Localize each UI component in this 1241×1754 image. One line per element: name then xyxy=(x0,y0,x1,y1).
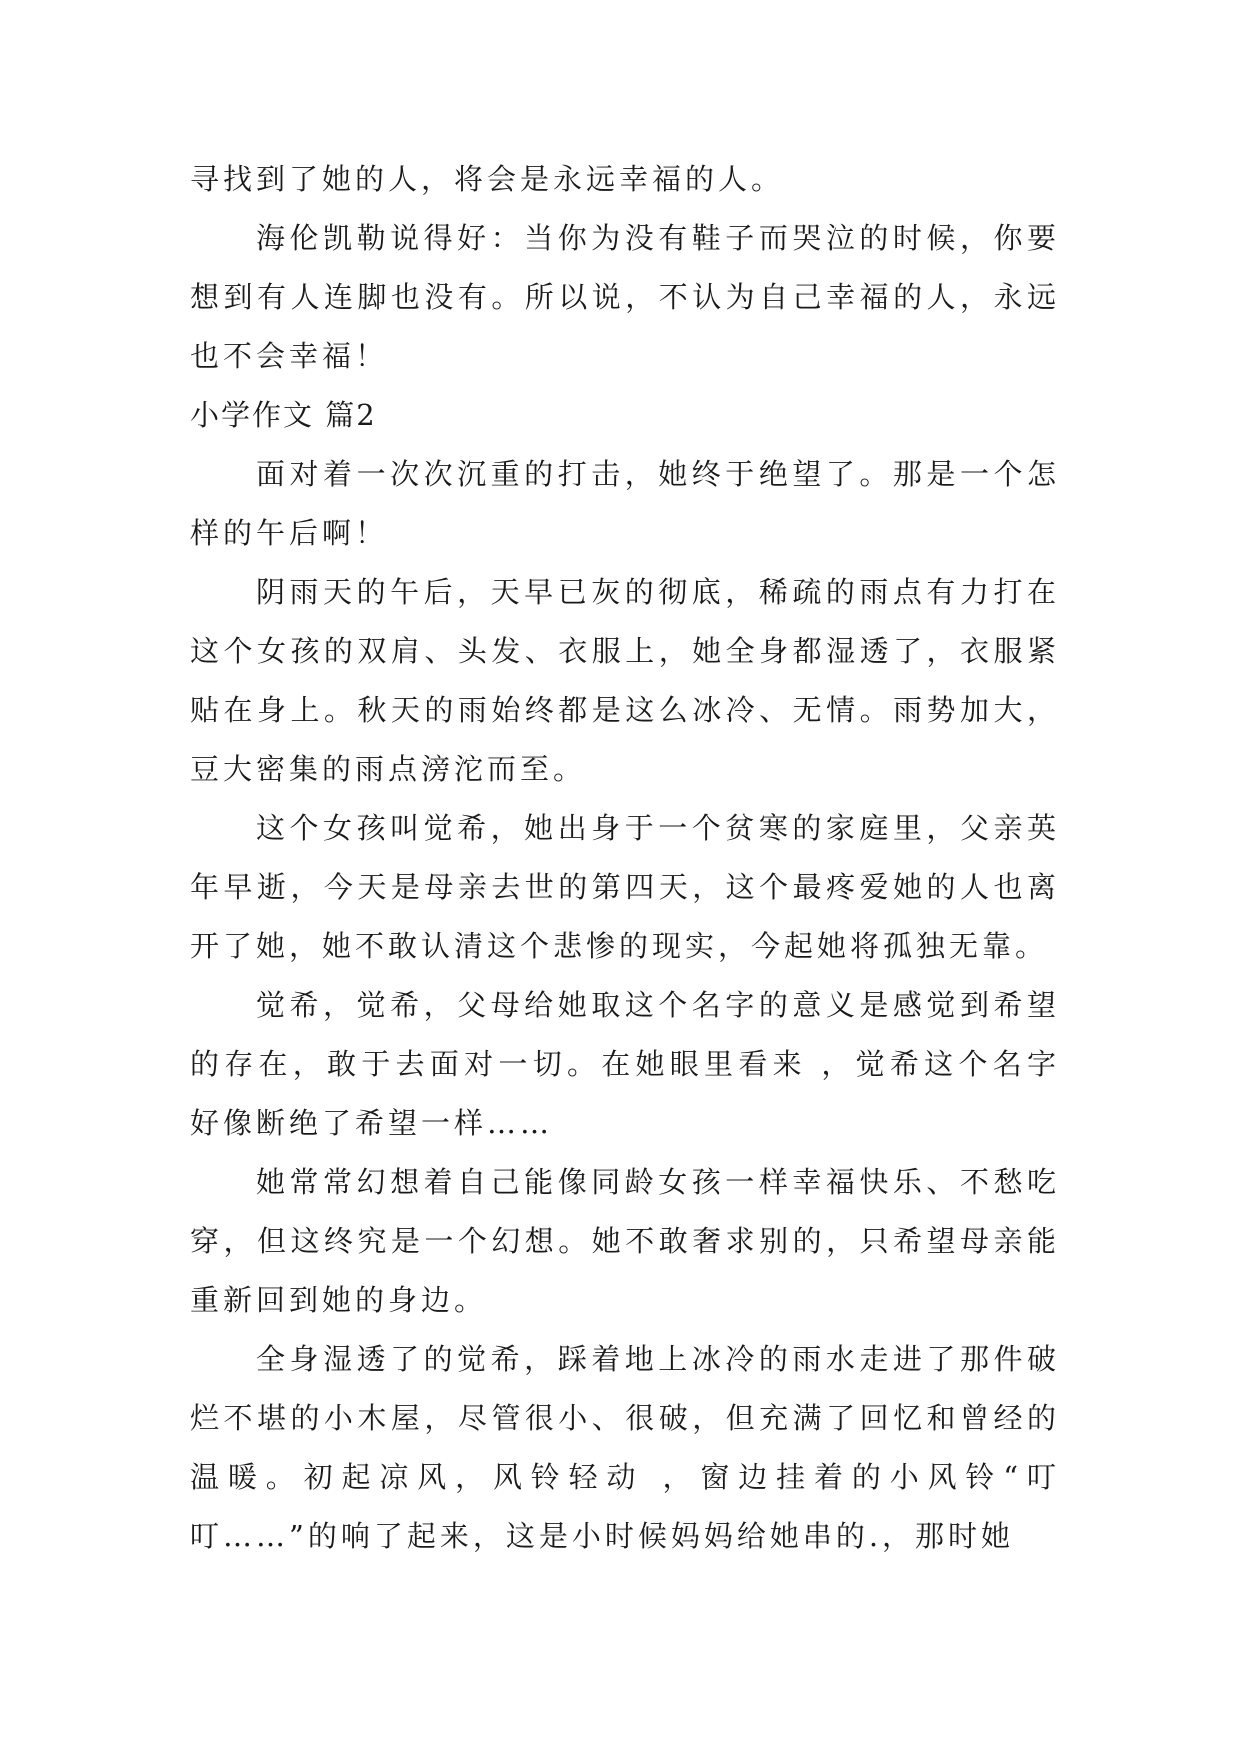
paragraph-rainy-afternoon: 阴雨天的午后，天早已灰的彻底，稀疏的雨点有力打在这个女孩的双肩、头发、衣服上，她全身都湿透了，衣服紧贴在身上。秋天的雨始终都是这么冰冷、无情。雨势加大，豆大密集的雨点滂沱而至。 xyxy=(190,575,1060,786)
paragraph-girl-background: 这个女孩叫觉希，她出身于一个贫寒的家庭里，父亲英年早逝，今天是母亲去世的第四天，这个最疼爱她的人也离开了她，她不敢认清这个悲惨的现实，今起她将孤独无靠。 xyxy=(190,811,1060,963)
paragraph-opening: 面对着一次次沉重的打击，她终于绝望了。那是一个怎样的午后啊！ xyxy=(190,457,1060,550)
document-body xyxy=(190,150,1060,1566)
paragraph-fantasy: 她常常幻想着自己能像同龄女孩一样幸福快乐、不愁吃穿，但这终究是一个幻想。她不敢奢求别的，只希望母亲能重新回到她的身边。 xyxy=(190,1165,1060,1317)
paragraph-name-meaning: 觉希，觉希，父母给她取这个名字的意义是感觉到希望的存在，敢于去面对一切。在她眼里看来 ，觉希这个名字好像断绝了希望一样…… xyxy=(190,988,1060,1140)
paragraph-continuation: 寻找到了她的人，将会是永远幸福的人。 xyxy=(190,162,785,196)
paragraph-helen-keller-quote: 海伦凯勒说得好：当你为没有鞋子而哭泣的时候，你要想到有人连脚也没有。所以说，不认为自己幸福的人，永远也不会幸福！ xyxy=(190,221,1060,373)
paragraph-wooden-house: 全身湿透了的觉希，踩着地上冰冷的雨水走进了那件破烂不堪的小木屋，尽管很小、很破，但充满了回忆和曾经的温暖。初起凉风，风铃轻动 ，窗边挂着的小风铃“叮叮……”的响了起来，这是小时候妈妈给她串的.，那时她 xyxy=(190,1342,1060,1553)
section-heading: 小学作文 篇2 xyxy=(190,398,377,432)
